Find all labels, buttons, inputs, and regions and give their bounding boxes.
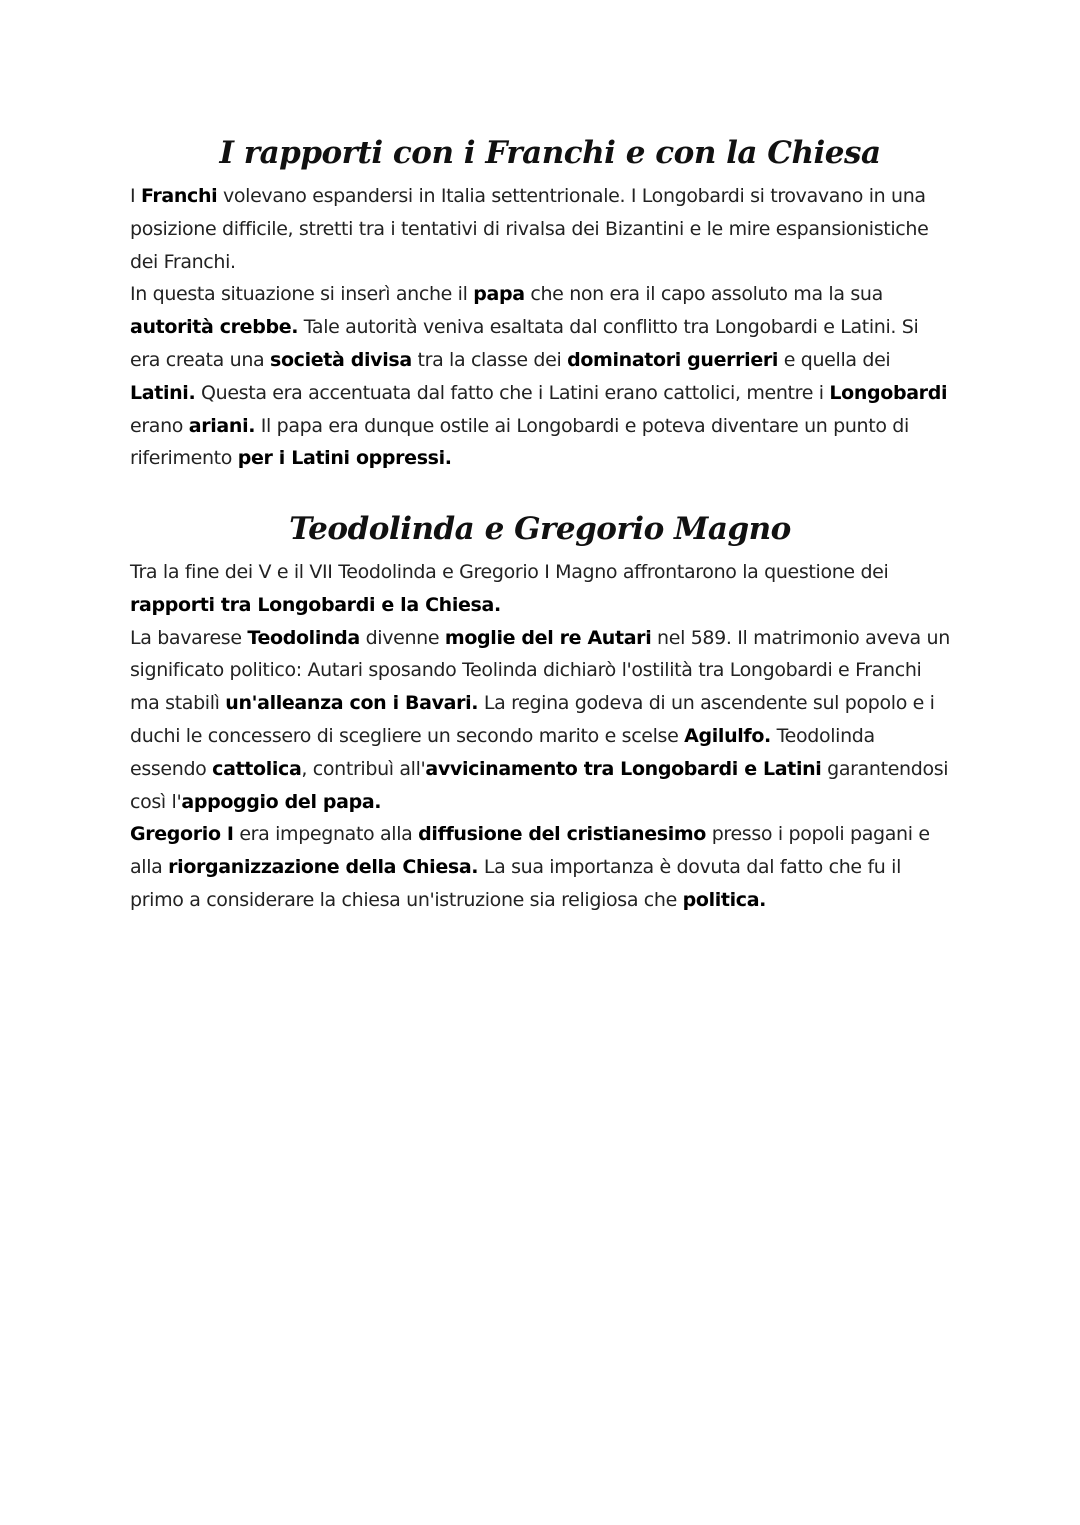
paragraph: Gregorio I era impegnato alla diffusione del cristianesimo presso i popoli pagani e alla riorganizzazione della Chiesa. La sua importanza è dovuta dal fatto che fu il primo a considerare la chiesa un'istruzione sia religiosa che politica. xyxy=(130,823,930,911)
paragraph: In questa situazione si inserì anche il papa che non era il capo assoluto ma la sua autorità crebbe. Tale autorità veniva esaltata dal conflitto tra Longobardi e Latini. Si era creata una società divisa tra la classe dei dominatori guerrieri e quella dei Latini. Questa era accentuata dal fatto che i Latini erano cattolici, mentre i Longobardi erano ariani. Il papa era dunque ostile ai Longobardi e poteva diventare un punto di riferimento per i Latini oppressi. xyxy=(130,283,948,470)
bold-term: papa xyxy=(473,283,525,306)
section-heading: I rapporti con i Franchi e con la Chiesa xyxy=(219,135,881,171)
bold-term: autorità crebbe. xyxy=(130,316,299,339)
paragraph: I Franchi volevano espandersi in Italia settentrionale. I Longobardi si trovavano in una posizione difficile, stretti tra i tentativi di rivalsa dei Bizantini e le mire espansionistiche dei Franchi. xyxy=(130,185,929,273)
bold-term: Gregorio I xyxy=(130,823,234,846)
bold-term: politica. xyxy=(682,888,767,911)
section-heading: Teodolinda e Gregorio Magno xyxy=(289,511,791,547)
bold-term: dominatori guerrieri xyxy=(567,348,779,371)
paragraph: Tra la fine dei V e il VII Teodolinda e Gregorio I Magno affrontarono la questione dei rapporti tra Longobardi e la Chiesa. xyxy=(130,561,889,616)
bold-term: società divisa xyxy=(270,348,412,371)
section-franchi-chiesa xyxy=(130,132,950,475)
bold-term: ariani. xyxy=(188,414,256,437)
bold-term: cattolica xyxy=(212,757,302,780)
bold-term: appoggio del papa. xyxy=(181,790,382,813)
bold-term: Teodolinda xyxy=(247,626,360,649)
bold-term: Longobardi xyxy=(829,381,948,404)
paragraph: La bavarese Teodolinda divenne moglie del re Autari nel 589. Il matrimonio aveva un significato politico: Autari sposando Teolinda dichiarò l'ostilità tra Longobardi e Franchi ma stabilì un'alleanza con i Bavari. La regina godeva di un ascendente sul popolo e i duchi le concessero di scegliere un secondo marito e scelse Agilulfo. Teodolinda essendo cattolica, contribuì all'avvicinamento tra Longobardi e Latini garantendosi così l'appoggio del papa. xyxy=(130,626,950,813)
bold-term: avvicinamento tra Longobardi e Latini xyxy=(425,757,822,780)
bold-term: moglie del re Autari xyxy=(444,626,652,649)
bold-term: un'alleanza con i Bavari. xyxy=(225,692,479,715)
bold-term: Agilulfo. xyxy=(684,724,771,747)
section-teodolinda-gregorio xyxy=(130,508,950,917)
bold-term: per i Latini oppressi. xyxy=(237,447,452,470)
bold-term: riorganizzazione della Chiesa. xyxy=(168,856,479,879)
bold-term: rapporti tra Longobardi e la Chiesa. xyxy=(130,593,501,616)
bold-term: diffusione del cristianesimo xyxy=(418,823,707,846)
bold-term: Franchi xyxy=(140,185,218,207)
bold-term: Latini. xyxy=(130,381,196,404)
